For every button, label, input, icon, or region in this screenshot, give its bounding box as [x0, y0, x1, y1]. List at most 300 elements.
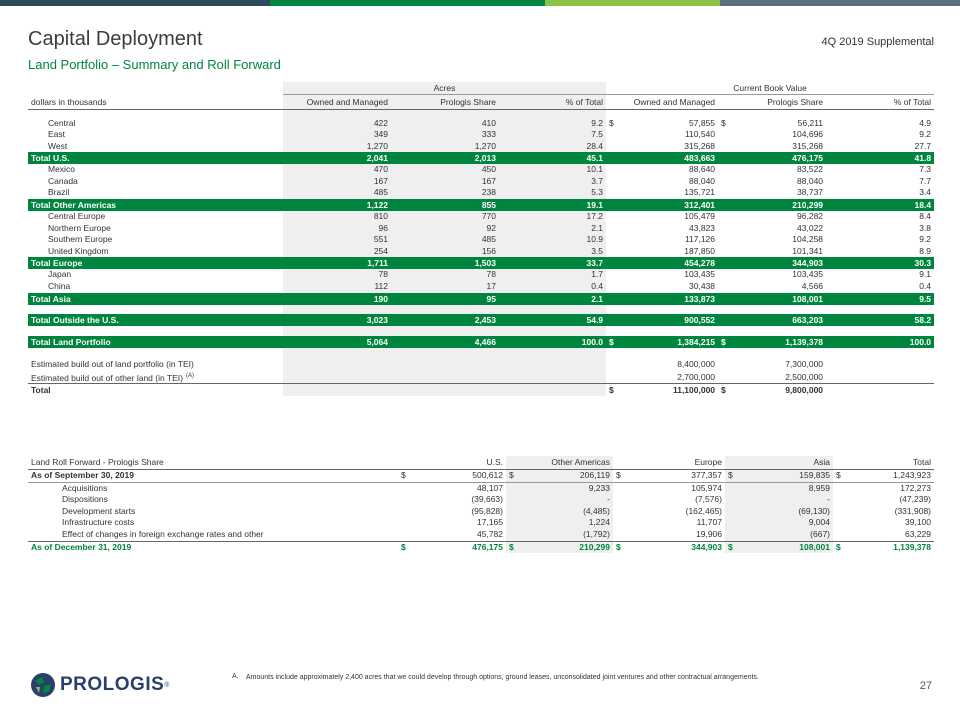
cell-value: 17: [486, 281, 496, 292]
cell-value: 485: [373, 187, 388, 198]
cell-value: 117,126: [684, 234, 716, 245]
cell-value: 103,435: [792, 269, 824, 280]
cell-value: Southern Europe: [48, 234, 113, 245]
table-cell: [283, 211, 391, 223]
cell-value: 312,401: [684, 200, 716, 211]
region-row: [28, 211, 934, 223]
table-cell: [499, 326, 606, 336]
table-cell: [499, 281, 606, 293]
cell-value: 103,435: [684, 269, 716, 280]
table-cell: [398, 529, 506, 541]
table-cell: [826, 118, 934, 130]
table-cell: [391, 348, 499, 358]
cell-value: 7.7: [919, 175, 932, 186]
cell-value: (95,828): [471, 505, 503, 516]
table-cell: [606, 187, 718, 199]
table-cell: [391, 293, 499, 305]
table-cell: [391, 246, 499, 258]
table-cell: [499, 176, 606, 188]
row-label: [28, 246, 283, 258]
region-row: [28, 118, 934, 130]
cell-value: Mexico: [48, 164, 75, 175]
table-cell: [506, 470, 613, 483]
cell-value: 27.7: [914, 140, 932, 151]
table-cell: [391, 141, 499, 153]
cell-value: % of Total: [565, 97, 604, 107]
roll-forward-row: [28, 470, 934, 483]
cell-value: 344,903: [792, 258, 824, 269]
cell-value: 8,400,000: [677, 358, 716, 369]
cell-value: Development starts: [62, 505, 136, 516]
column-header: [506, 456, 613, 470]
region-row: [28, 281, 934, 293]
table-cell: [606, 336, 718, 348]
cell-value: 167: [481, 175, 496, 186]
cell-value: China: [48, 281, 71, 292]
spacer-row: [28, 326, 934, 336]
column-header: [398, 456, 506, 470]
table-cell: [499, 358, 606, 370]
table-cell: [283, 336, 391, 348]
table-cell: [391, 234, 499, 246]
cell-value: -: [827, 494, 830, 505]
cell-value: 105,974: [691, 482, 722, 493]
cell-value: Asia: [813, 457, 830, 467]
cell-value: 9.1: [919, 269, 932, 280]
cell-value: (1,792): [583, 528, 610, 539]
roll-forward-row: [28, 517, 934, 529]
cell-value: Current Book Value: [733, 83, 807, 93]
cell-value: Infrastructure costs: [62, 517, 135, 528]
column-header: [718, 95, 826, 110]
table-cell: [499, 141, 606, 153]
cell-value: Dispositions: [62, 494, 108, 505]
table-cell: [833, 517, 934, 529]
roll-forward-title: [28, 456, 398, 470]
cell-value: 470: [373, 164, 388, 175]
cell-value: (331,908): [894, 505, 931, 516]
table-cell: [826, 234, 934, 246]
table-cell: [826, 370, 934, 384]
cell-value: Total U.S.: [31, 153, 70, 164]
cell-value: 8,959: [808, 482, 830, 493]
cell-value: 349: [373, 129, 388, 140]
table-cell: [391, 118, 499, 130]
buildout-row: [28, 370, 934, 384]
dollar-sign: $: [509, 541, 514, 552]
table-cell: [718, 336, 826, 348]
dollar-sign: $: [609, 385, 614, 396]
table-cell: [499, 200, 606, 212]
cell-value: 28.4: [586, 140, 604, 151]
table-cell: [283, 281, 391, 293]
cell-value: 17.2: [586, 211, 604, 222]
table-cell: [606, 153, 718, 165]
table-cell: [398, 482, 506, 494]
table-cell: [613, 470, 725, 483]
roll-forward-row: [28, 506, 934, 518]
cell-value: 9,233: [588, 482, 610, 493]
column-header: [606, 95, 718, 110]
row-label: [28, 234, 283, 246]
cell-value: 100.0: [909, 336, 932, 347]
cell-value: Total Asia: [31, 293, 71, 304]
dollar-sign: $: [721, 385, 726, 396]
cell-value: 78: [378, 269, 388, 280]
table-cell: [28, 305, 283, 315]
table-cell: [28, 348, 283, 358]
table-cell: [283, 384, 391, 397]
cell-value: 95: [486, 293, 496, 304]
cell-value: 483,663: [684, 153, 716, 164]
region-row: [28, 269, 934, 281]
footnote-text: Amounts include approximately 2,400 acres that we could develop through options, ground leases, unconsolidated joint ventures and other contractual arrangements.: [246, 674, 759, 681]
page-subtitle: Land Portfolio – Summary and Roll Forward: [28, 57, 281, 72]
table-cell: [606, 110, 718, 118]
table-cell: [606, 211, 718, 223]
roll-forward-row: [28, 529, 934, 541]
cell-value: 4.9: [919, 117, 932, 128]
cell-value: 39,100: [905, 517, 931, 528]
table-cell: [718, 211, 826, 223]
row-label: [28, 281, 283, 293]
cell-value: Total Other Americas: [31, 200, 117, 211]
prologis-logo: [30, 672, 169, 698]
cell-value: Other Americas: [551, 457, 610, 467]
cell-value: 476,175: [472, 541, 503, 552]
table-cell: [718, 176, 826, 188]
table-cell: [499, 384, 606, 397]
cell-value: 108,001: [799, 541, 830, 552]
cell-value: 855: [481, 200, 496, 211]
table-cell: [606, 234, 718, 246]
cell-value: 96: [378, 222, 388, 233]
cell-value: 104,696: [792, 129, 824, 140]
table-cell: [391, 258, 499, 270]
subtotal-row: [28, 293, 934, 305]
table-cell: [613, 529, 725, 541]
table-cell: [718, 200, 826, 212]
table-cell: [506, 482, 613, 494]
roll-forward-row: [28, 494, 934, 506]
cell-value: Japan: [48, 269, 72, 280]
table-cell: [613, 506, 725, 518]
region-row: [28, 164, 934, 176]
cell-value: (69,130): [798, 505, 830, 516]
cell-value: 159,835: [799, 470, 830, 480]
cell-value: 476,175: [792, 153, 824, 164]
logo-wordmark: PROLOGIS: [60, 674, 165, 695]
table-cell: [391, 370, 499, 384]
table-cell: [718, 129, 826, 141]
cell-value: 43,823: [689, 222, 716, 233]
cell-value: West: [48, 140, 68, 151]
table-cell: [718, 293, 826, 305]
dollar-sign: $: [836, 541, 841, 552]
table-cell: [606, 384, 718, 397]
table-cell: [718, 153, 826, 165]
cell-value: Estimated build out of other land (in TEI): [31, 372, 183, 383]
footnote-ref: (A): [185, 372, 194, 379]
spacer-row: [28, 305, 934, 315]
table-cell: [718, 384, 826, 397]
row-label: [28, 506, 398, 518]
cell-value: 1,270: [366, 140, 388, 151]
dollar-sign: $: [609, 117, 614, 128]
table-cell: [833, 482, 934, 494]
land-roll-forward-table: [28, 456, 934, 553]
cell-value: Europe: [694, 457, 722, 467]
table-cell: [506, 541, 613, 553]
table-cell: [725, 517, 833, 529]
roll-header-row: [28, 456, 934, 470]
dollar-sign: $: [609, 336, 614, 347]
table-cell: [283, 326, 391, 336]
table-cell: [826, 129, 934, 141]
cell-value: 10.1: [586, 164, 604, 175]
cell-value: 9.2: [919, 129, 932, 140]
table-cell: [613, 482, 725, 494]
cell-value: 422: [373, 117, 388, 128]
cell-value: -: [607, 494, 610, 505]
table-cell: [613, 494, 725, 506]
table-cell: [826, 269, 934, 281]
cell-value: 135,721: [684, 187, 716, 198]
cell-value: 377,357: [691, 470, 722, 480]
table-cell: [826, 246, 934, 258]
table-cell: [606, 141, 718, 153]
table-cell: [398, 517, 506, 529]
cell-value: 900,552: [684, 315, 716, 326]
table-cell: [391, 223, 499, 235]
table-cell: [283, 187, 391, 199]
table-cell: [391, 176, 499, 188]
table-cell: [283, 129, 391, 141]
row-label: [28, 176, 283, 188]
region-row: [28, 234, 934, 246]
table-cell: [606, 293, 718, 305]
cell-value: 3.7: [591, 175, 604, 186]
cell-value: (162,465): [685, 505, 722, 516]
table-cell: [28, 326, 283, 336]
cell-value: 1,270: [474, 140, 496, 151]
region-row: [28, 141, 934, 153]
table-cell: [499, 153, 606, 165]
table-cell: [718, 118, 826, 130]
table-cell: [718, 370, 826, 384]
cell-value: 17,165: [477, 517, 503, 528]
table-cell: [826, 281, 934, 293]
cell-value: 58.2: [914, 315, 932, 326]
subtotal-row: [28, 153, 934, 165]
table-cell: [283, 141, 391, 153]
table-cell: [283, 305, 391, 315]
acres-group-header: [283, 82, 606, 95]
column-header: [613, 456, 725, 470]
row-label: [28, 517, 398, 529]
table-cell: [391, 336, 499, 348]
table-cell: [606, 200, 718, 212]
cell-value: 88,040: [797, 175, 824, 186]
cell-value: 0.4: [591, 281, 604, 292]
cell-value: (667): [810, 528, 830, 539]
table-cell: [283, 293, 391, 305]
cell-value: 810: [373, 211, 388, 222]
cell-value: 110,540: [684, 129, 716, 140]
cell-value: 3.4: [919, 187, 932, 198]
cell-value: 5,064: [366, 336, 388, 347]
cell-value: 1,711: [367, 258, 388, 269]
table-cell: [606, 370, 718, 384]
spacer-row: [28, 348, 934, 358]
table-cell: [28, 336, 283, 348]
cell-value: 8.4: [919, 211, 932, 222]
cell-value: 1,384,215: [677, 336, 716, 347]
table-cell: [606, 315, 718, 327]
table-cell: [283, 269, 391, 281]
buildout-row: [28, 358, 934, 370]
table-cell: [499, 258, 606, 270]
table-cell: [283, 358, 391, 370]
row-label: [28, 529, 398, 541]
cell-value: Northern Europe: [48, 222, 111, 233]
cell-value: As of September 30, 2019: [31, 470, 134, 480]
subtotal-row: [28, 200, 934, 212]
column-header: [283, 95, 391, 110]
cell-value: 19.1: [586, 200, 604, 211]
cell-value: 100.0: [581, 336, 604, 347]
table-cell: [718, 358, 826, 370]
cell-value: 18.4: [914, 200, 932, 211]
cell-value: 238: [481, 187, 496, 198]
row-label: [28, 164, 283, 176]
table-cell: [391, 153, 499, 165]
table-cell: [833, 506, 934, 518]
table-cell: [606, 118, 718, 130]
table-cell: [718, 234, 826, 246]
table-cell: [28, 110, 283, 118]
cell-value: (39,663): [471, 494, 503, 505]
page-title: Capital Deployment: [28, 28, 203, 50]
table-cell: [499, 129, 606, 141]
table-cell: [725, 541, 833, 553]
table-cell: [826, 315, 934, 327]
cell-value: 2.1: [591, 293, 604, 304]
table-cell: [725, 470, 833, 483]
cell-value: 33.7: [586, 258, 604, 269]
cell-value: 1.7: [591, 269, 604, 280]
table-cell: [391, 326, 499, 336]
dollar-sign: $: [728, 541, 733, 552]
cell-value: 2,500,000: [785, 371, 824, 382]
row-label: [28, 129, 283, 141]
top-accent-bar: [0, 0, 960, 6]
cell-value: Brazil: [48, 187, 70, 198]
table-cell: [725, 482, 833, 494]
row-label: [28, 358, 283, 370]
cell-value: 83,522: [797, 164, 824, 175]
row-label: [28, 258, 283, 270]
supplemental-label: 4Q 2019 Supplemental: [821, 36, 934, 48]
cell-value: 2,700,000: [677, 371, 716, 382]
cell-value: 9.5: [919, 293, 932, 304]
cell-value: 96,282: [797, 211, 824, 222]
row-label: [28, 384, 283, 397]
table-cell: [826, 293, 934, 305]
row-label: [28, 370, 283, 384]
cell-value: 104,258: [792, 234, 824, 245]
table-cell: [606, 246, 718, 258]
table-cell: [283, 234, 391, 246]
cell-value: 9.2: [919, 234, 932, 245]
cell-value: 11,100,000: [672, 385, 716, 396]
cell-value: Prologis Share: [440, 97, 496, 107]
cell-value: 2.1: [591, 222, 604, 233]
cell-value: 48,107: [477, 482, 503, 493]
subtotal-row: [28, 258, 934, 270]
region-row: [28, 129, 934, 141]
table-cell: [391, 358, 499, 370]
column-header: [833, 456, 934, 470]
cell-value: Total Land Portfolio: [31, 336, 111, 347]
table-cell: [613, 541, 725, 553]
cell-value: 92: [486, 222, 496, 233]
table-cell: [499, 305, 606, 315]
table-cell: [506, 529, 613, 541]
cell-value: 454,278: [684, 258, 716, 269]
cell-value: Total: [31, 385, 51, 396]
cell-value: East: [48, 129, 66, 140]
table-cell: [718, 164, 826, 176]
table-cell: [499, 293, 606, 305]
cell-value: Prologis Share: [767, 97, 824, 107]
table-cell: [826, 305, 934, 315]
cell-value: 315,268: [792, 140, 824, 151]
cell-value: 5.3: [591, 187, 604, 198]
table-cell: [826, 348, 934, 358]
table-cell: [826, 336, 934, 348]
table-cell: [499, 234, 606, 246]
table-cell: [718, 281, 826, 293]
cell-value: 3.5: [591, 245, 604, 256]
cell-value: 7.3: [919, 164, 932, 175]
cell-value: 187,850: [684, 245, 716, 256]
cell-value: 108,001: [792, 293, 824, 304]
table-cell: [499, 187, 606, 199]
table-cell: [28, 315, 283, 327]
cell-value: 0.4: [919, 281, 932, 292]
cell-value: 88,040: [689, 175, 716, 186]
cell-value: 101,341: [792, 245, 824, 256]
row-label: [28, 223, 283, 235]
table-cell: [391, 129, 499, 141]
region-row: [28, 246, 934, 258]
cell-value: 45.1: [586, 153, 604, 164]
outside-us-total-row: [28, 315, 934, 327]
table-cell: [283, 200, 391, 212]
cell-value: 156: [481, 245, 496, 256]
cell-value: 254: [373, 245, 388, 256]
cell-value: 88,640: [689, 164, 716, 175]
cell-value: U.S.: [486, 457, 503, 467]
table-cell: [826, 164, 934, 176]
globe-logo-icon: [30, 672, 56, 698]
dollar-sign: $: [728, 470, 733, 480]
table-cell: [398, 494, 506, 506]
dollar-sign: $: [721, 336, 726, 347]
cell-value: 41.8: [914, 153, 932, 164]
cell-value: 210,299: [792, 200, 824, 211]
